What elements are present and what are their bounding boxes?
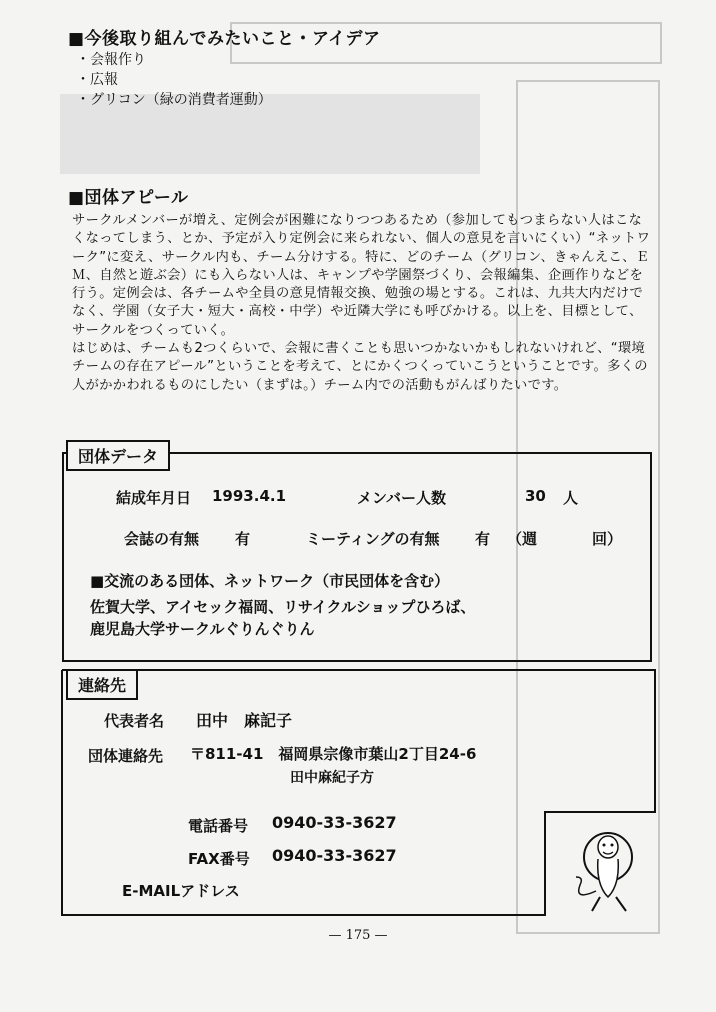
- meeting-frequency-close: 回）: [592, 530, 623, 548]
- rep-label: 代表者名: [104, 712, 165, 730]
- founded-label: 結成年月日: [116, 489, 192, 507]
- appeal-heading: ■団体アピール: [68, 188, 189, 208]
- contact-tab: 連絡先: [66, 669, 138, 700]
- founded-value: 1993.4.1: [212, 487, 287, 505]
- list-item: ・会報作り: [76, 52, 146, 68]
- meeting-label: ミーティングの有無: [306, 530, 440, 548]
- appeal-paragraph: はじめは、チームも2つくらいで、会報に書くことも思いつかないかもしれないけれど、“環境チームの存在アピール”ということを考えて、とにかくつくっていこうということです。多くの人がかかわれるものにしたい（まずは。）チーム内での活動もがんばりたいです。: [72, 341, 648, 393]
- address-line1: 〒811-41 福岡県宗像市葉山2丁目24-6: [190, 745, 477, 763]
- group-data-tab: 団体データ: [66, 440, 170, 471]
- address-line2: 田中麻紀子方: [290, 770, 374, 786]
- meeting-value: 有: [475, 530, 491, 548]
- phone-value: 0940-33-3627: [272, 813, 397, 832]
- appeal-paragraph: サークルメンバーが増え、定例会が困難になりつつあるため（参加してもつまらない人はこなくなってしまう、とか、予定が入り定例会に来られない、個人の意見を言いにくい）“ネットワーク”に変え、サークル内も、チーム分けする。特に、どのチーム（グリコン、きゃんえこ、ＥＭ、自然と遊ぶ会）にも入らない人は、キャンプや学園祭づくり、会報編集、企画作りなどを行う。定例会は、各チームや全員の意見情報交換、勉強の場とする。これは、九共大内だけでなく、学園（女子大・短大・高校・中学）や近隣大学にも呼びかける。以上を、目標として、サークルをつくっていく。: [72, 213, 651, 338]
- network-line: 佐賀大学、アイセック福岡、リサイクルショップひろば、: [90, 598, 476, 616]
- rep-value: 田中 麻記子: [196, 711, 293, 730]
- newsletter-value: 有: [235, 530, 251, 548]
- fax-value: 0940-33-3627: [272, 846, 397, 865]
- members-label: メンバー人数: [357, 489, 446, 507]
- network-heading: ■交流のある団体、ネットワーク（市民団体を含む）: [90, 572, 450, 590]
- phone-label: 電話番号: [188, 817, 249, 835]
- address-label: 団体連絡先: [88, 747, 164, 765]
- monkey-illustration: [560, 815, 660, 925]
- members-unit: 人: [563, 489, 579, 507]
- ideas-heading: ■今後取り組んでみたいこと・アイデア: [68, 29, 381, 49]
- meeting-frequency-open: （週: [507, 530, 538, 548]
- page-number: — 175 —: [328, 928, 388, 943]
- list-item: ・グリコン（緑の消費者運動）: [76, 92, 272, 108]
- members-value: 30: [525, 487, 546, 505]
- email-label: E-MAILアドレス: [122, 882, 240, 900]
- newsletter-label: 会誌の有無: [124, 530, 200, 548]
- network-line: 鹿児島大学サークルぐりんぐりん: [90, 620, 315, 638]
- list-item: ・広報: [76, 72, 118, 88]
- fax-label: FAX番号: [188, 850, 250, 868]
